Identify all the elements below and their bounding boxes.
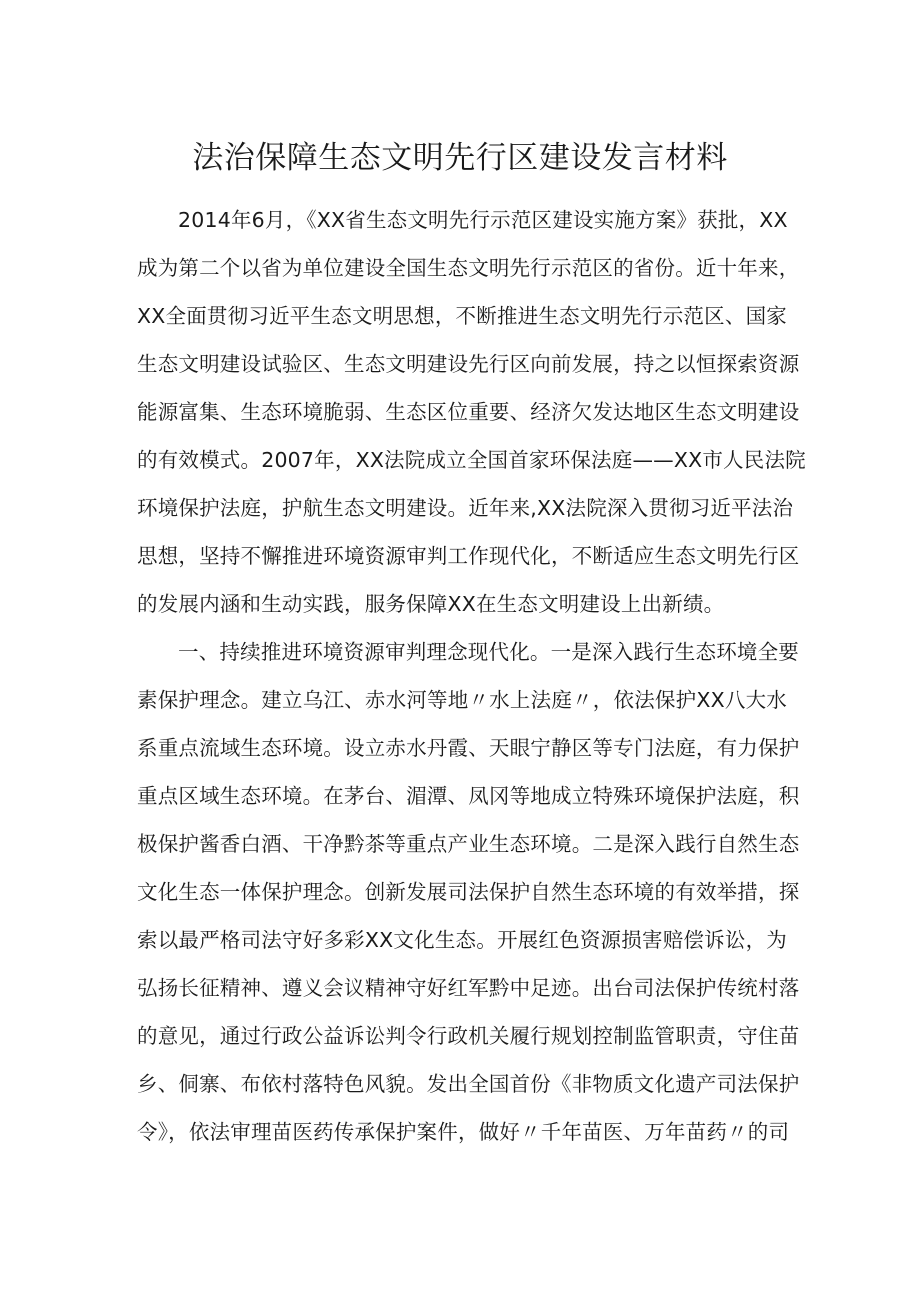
- paragraph-line: 文化生态一体保护理念。创新发展司法保护自然生态环境的有效举措，探: [137, 880, 800, 904]
- paragraph-line: 素保护理念。建立乌江、赤水河等地〃水上法庭〃，依法保护XX八大水: [137, 688, 787, 712]
- document-body: [137, 196, 806, 1156]
- paragraph: [137, 196, 806, 628]
- paragraph: [137, 628, 800, 1156]
- paragraph-line: 一、持续推进环境资源审判理念现代化。一是深入践行生态环境全要: [178, 640, 799, 664]
- paragraph-line: 重点区域生态环境。在茅台、湄潭、凤冈等地成立特殊环境保护法庭，积: [137, 784, 800, 808]
- paragraph-line: 的意见，通过行政公益诉讼判令行政机关履行规划控制监管职责，守住苗: [137, 1024, 800, 1048]
- paragraph-line: 生态文明建设试验区、生态文明建设先行区向前发展，持之以恒探索资源: [137, 352, 800, 376]
- paragraph-line: 的有效模式。2007年，XX法院成立全国首家环保法庭——XX市人民法院: [137, 448, 806, 472]
- paragraph-line: 索以最严格司法守好多彩XX文化生态。开展红色资源损害赔偿诉讼，为: [137, 928, 787, 952]
- paragraph-line: 系重点流域生态环境。设立赤水丹霞、天眼宁静区等专门法庭，有力保护: [137, 736, 800, 760]
- paragraph-line: 弘扬长征精神、遵义会议精神守好红军黔中足迹。出台司法保护传统村落: [137, 976, 800, 1000]
- paragraph-line: 环境保护法庭，护航生态文明建设。近年来,XX法院深入贯彻习近平法治: [137, 496, 794, 520]
- paragraph-line: 能源富集、生态环境脆弱、生态区位重要、经济欠发达地区生态文明建设: [137, 400, 800, 424]
- paragraph-line: XX全面贯彻习近平生态文明思想，不断推进生态文明先行示范区、国家: [137, 304, 787, 328]
- paragraph-line: 的发展内涵和生动实践，服务保障XX在生态文明建设上出新绩。: [137, 592, 725, 616]
- paragraph-line: 乡、侗寨、布依村落特色风貌。发出全国首份《非物质文化遗产司法保护: [137, 1072, 800, 1096]
- paragraph-line: 2014年6月，《XX省生态文明先行示范区建设实施方案》获批，XX: [178, 208, 788, 232]
- paragraph-line: 思想，坚持不懈推进环境资源审判工作现代化，不断适应生态文明先行区: [137, 544, 800, 568]
- paragraph-line: 令》，依法审理苗医药传承保护案件，做好〃千年苗医、万年苗药〃的司: [137, 1120, 790, 1144]
- paragraph-line: 成为第二个以省为单位建设全国生态文明先行示范区的省份。近十年来，: [137, 256, 800, 280]
- paragraph-line: 极保护酱香白酒、干净黔茶等重点产业生态环境。二是深入践行自然生态: [137, 832, 800, 856]
- document-title: 法治保障生态文明先行区建设发言材料: [192, 140, 728, 176]
